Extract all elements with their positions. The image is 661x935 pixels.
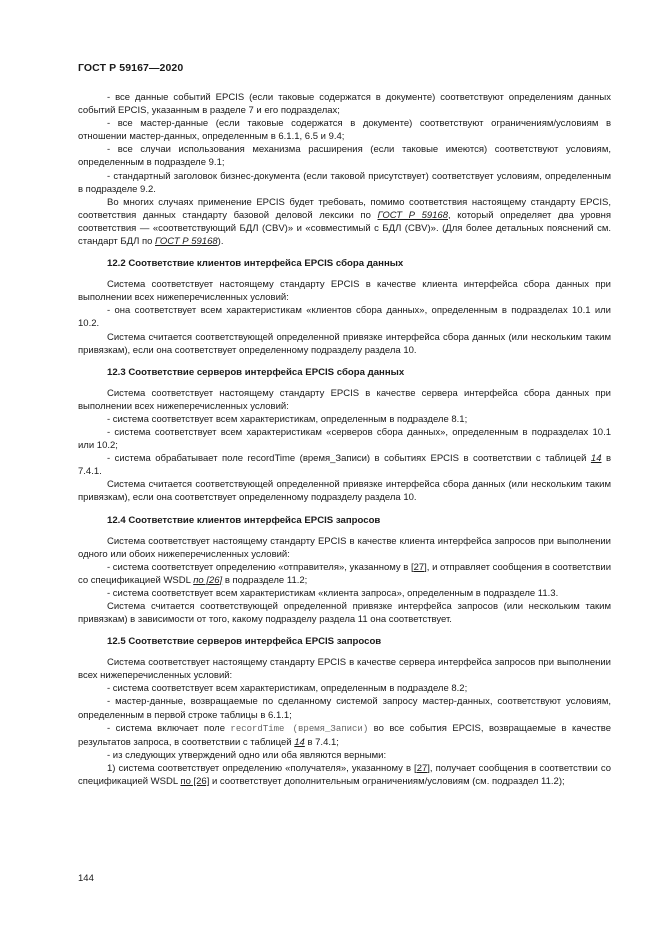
text: в 7.4.1. [78, 453, 611, 478]
text: 1) система соответствует определению «получателя», указанному в [ [107, 762, 417, 774]
paragraph: Система соответствует настоящему стандарту EPCIS в качестве сервера интерфейса сбора данных при выполнении всех нижеперечисленных условий: [78, 387, 611, 412]
document-header: ГОСТ Р 59167—2020 [78, 62, 184, 74]
paragraph: Система соответствует настоящему стандарту EPCIS в качестве сервера интерфейса запросов при выполнении всех нижеперечисленных условий: [78, 657, 611, 682]
text: ], и отправляет сообщения в соответствии со спецификацией WSDL [78, 561, 612, 586]
section-heading-12-4: 12.4 Соответствие клиентов интерфейса EPCIS запросов [107, 514, 381, 526]
paragraph: - система соответствует всем характеристикам «клиента запроса», определенным в подразделе 11.3. [107, 587, 559, 599]
paragraph: Система соответствует настоящему стандарту EPCIS в качестве клиента интерфейса сбора данных при выполнении всех нижеперечисленных условий: [78, 279, 611, 304]
section-heading-12-3: 12.3 Соответствие серверов интерфейса EPCIS сбора данных [107, 366, 405, 378]
paragraph: - из следующих утверждений одно или оба являются верными: [107, 749, 387, 761]
text: - система обрабатывает поле recordTime (время_Записи) в событиях EPCIS в соответствии с таблицей [107, 453, 591, 465]
text: в 7.4.1; [304, 736, 339, 748]
text: во все события EPCIS, возвращаемые в качестве результатов запроса, в соответствии с таблицей [78, 722, 611, 748]
paragraph: Система считается соответствующей определенной привязке интерфейса запросов (или нескольким таким привязкам) в зависимости от того, какому подразделу раздела 11 она соответствует. [78, 601, 611, 626]
intro-paragraph [78, 196, 611, 248]
table-reference-link[interactable]: 14 [294, 736, 305, 748]
paragraph: - система соответствует всем характеристикам «серверов сбора данных», определенным в подразделах 10.1 или 10.2; [78, 426, 611, 452]
citation-link[interactable]: 27 [416, 762, 428, 774]
citation-link[interactable]: по [26] [180, 776, 210, 788]
text: и соответствует дополнительным ограничениям/условиям (см. подраздел 11.2); [209, 776, 565, 788]
paragraph [78, 452, 611, 478]
code-field-name: recordTime (время_Записи) [230, 723, 369, 734]
table-reference-link[interactable]: 14 [590, 453, 602, 465]
paragraph: - мастер-данные, возвращаемые по сделанному системой запросу мастер-данных, соответствуют условиям, определенным в первой строке таблицы в 6.1.1; [78, 696, 611, 721]
paragraph: Система считается соответствующей определенной привязке интерфейса сбора данных (или нескольким таким привязкам), если она соответствует определенному подразделу раздела 10. [78, 479, 611, 504]
text: ). [217, 236, 224, 248]
text: Во многих случаях применение EPCIS будет требовать, помимо соответствия настоящему стандарту EPCIS, соответствия данных стандарту базовой деловой лексики по [78, 196, 611, 221]
intro-item-2: - все мастер-данные (если таковые содержатся в документе) соответствуют ограничениям/условиям в отношении мастер-данных, определенным в 6.1.1, 6.5 и 9.4; [78, 118, 611, 143]
paragraph [78, 762, 611, 788]
paragraph: - система соответствует всем характеристикам, определенным в подразделе 8.2; [107, 683, 468, 695]
text: в подразделе 11.2; [222, 574, 308, 586]
paragraph: Система соответствует настоящему стандарту EPCIS в качестве клиента интерфейса запросов при выполнении одного или обоих нижеперечисленных условий: [78, 535, 611, 560]
intro-item-3: - все случаи использования механизма расширения (если таковые имеются) соответствуют условиям, определенным в подразделе 9.1; [78, 144, 611, 169]
paragraph: Система считается соответствующей определенной привязке интерфейса сбора данных (или нескольким таким привязкам), если она соответствует определенному подразделу раздела 10. [78, 331, 611, 356]
intro-item-1: - все данные событий EPCIS (если таковые содержатся в документе) соответствуют определениям данных событий EPCIS, указанным в разделе 7 и его подразделах; [78, 92, 611, 117]
text: ], получает сообщения в соответствии со спецификацией WSDL [78, 762, 611, 788]
document-body [78, 91, 611, 788]
citation-link[interactable]: по [26] [193, 574, 223, 586]
text: - система соответствует определению «отправителя», указанному в [ [107, 561, 414, 573]
page-number: 144 [78, 873, 94, 884]
reference-link[interactable]: ГОСТ Р 59168 [155, 236, 218, 248]
paragraph [78, 561, 611, 587]
section-heading-12-2: 12.2 Соответствие клиентов интерфейса EPCIS сбора данных [107, 258, 404, 270]
section-heading-12-5: 12.5 Соответствие серверов интерфейса EPCIS запросов [107, 636, 382, 648]
paragraph: - система соответствует всем характеристикам, определенным в подразделе 8.1; [107, 413, 468, 425]
reference-link[interactable]: ГОСТ Р 59168 [377, 209, 448, 221]
intro-item-4: - стандартный заголовок бизнес-документа (если таковой присутствует) соответствует условиям, определенным в подразделе 9.2. [78, 170, 611, 195]
text: , который определяет два уровня соответствия — «соответствующий БДЛ (CBV)» и «совместимый с БДЛ (CBV)». (Для более детальных пояснений см. стандарт БДЛ по [78, 209, 612, 248]
text: - система включает поле [107, 722, 231, 734]
paragraph: - она соответствует всем характеристикам «клиентов сбора данных», определенным в подразделах 10.1 или 10.2. [78, 305, 611, 330]
citation-link[interactable]: 27 [413, 561, 425, 573]
paragraph [78, 722, 611, 749]
